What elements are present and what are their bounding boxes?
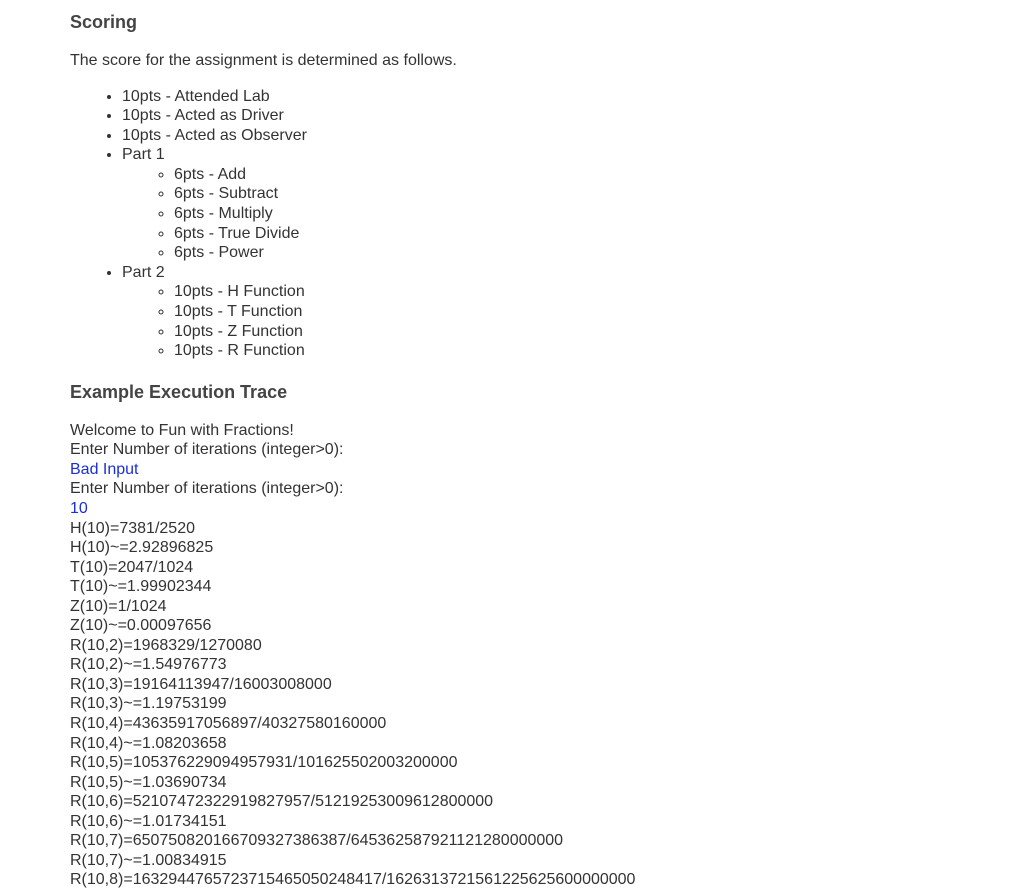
trace-output-line: R(10,6)~=1.01734151 xyxy=(70,812,227,830)
trace-output-line: R(10,8)=1632944765723715465050248417/1626313721561225625600000000 xyxy=(70,871,636,889)
score-item-label: 10pts - Acted as Observer xyxy=(122,126,307,144)
score-sub-item: ◦ 10pts - H Function xyxy=(174,282,1010,302)
score-sub-item: ◦ 10pts - T Function xyxy=(174,302,1010,322)
trace-output-line: Z(10)~=0.00097656 xyxy=(70,617,212,635)
trace-output-line: R(10,4)=43635917056897/40327580160000 xyxy=(70,715,387,733)
trace-output-line: R(10,4)~=1.08203658 xyxy=(70,734,227,752)
trace-input-line: Bad Input xyxy=(70,460,139,478)
trace-output-line: R(10,2)=1968329/1270080 xyxy=(70,636,262,654)
score-sub-item: ◦ 6pts - Subtract xyxy=(174,184,1010,204)
trace-output-line: Z(10)=1/1024 xyxy=(70,597,167,615)
score-item-label: Part 1 xyxy=(122,146,165,164)
document-page xyxy=(70,0,1010,890)
trace-output-line: R(10,7)=650750820166709327386387/645362587921121280000000 xyxy=(70,832,564,850)
execution-trace xyxy=(70,421,1010,890)
trace-output-line: H(10)=7381/2520 xyxy=(70,519,195,537)
trace-output-line: R(10,2)~=1.54976773 xyxy=(70,656,227,674)
trace-output-line: R(10,3)=19164113947/16003008000 xyxy=(70,675,332,693)
score-item xyxy=(122,145,1010,263)
trace-output-line: R(10,3)~=1.19753199 xyxy=(70,695,227,713)
trace-output-line: R(10,5)=105376229094957931/101625502003200000 xyxy=(70,754,458,772)
trace-output-line: Enter Number of iterations (integer>0): xyxy=(70,441,344,459)
trace-output-line: Enter Number of iterations (integer>0): xyxy=(70,480,344,498)
trace-output-line: T(10)~=1.99902344 xyxy=(70,578,212,596)
score-item xyxy=(122,106,1010,126)
trace-output-line: T(10)=2047/1024 xyxy=(70,558,194,576)
scoring-heading: Scoring xyxy=(70,12,138,32)
score-sub-list xyxy=(122,282,1010,360)
score-item-label: 10pts - Attended Lab xyxy=(122,87,270,105)
score-sub-list xyxy=(122,165,1010,263)
score-sub-item: ◦ 6pts - Multiply xyxy=(174,204,1010,224)
trace-output-line: R(10,6)=52107472322919827957/51219253009612800000 xyxy=(70,793,494,811)
score-sub-item: ◦ 10pts - R Function xyxy=(174,341,1010,361)
score-sub-item: ◦ 10pts - Z Function xyxy=(174,322,1010,342)
score-item-label: 10pts - Acted as Driver xyxy=(122,107,284,125)
trace-output-line: Welcome to Fun with Fractions! xyxy=(70,421,294,439)
trace-output-line: H(10)~=2.92896825 xyxy=(70,539,214,557)
score-item xyxy=(122,126,1010,146)
score-sub-item: ◦ 6pts - True Divide xyxy=(174,224,1010,244)
score-item xyxy=(122,263,1010,361)
score-sub-item: ◦ 6pts - Power xyxy=(174,243,1010,263)
trace-input-line: 10 xyxy=(70,500,88,517)
trace-output-line: R(10,7)~=1.00834915 xyxy=(70,851,227,869)
trace-heading: Example Execution Trace xyxy=(70,381,288,402)
score-sub-item: ◦ 6pts - Add xyxy=(174,165,1010,185)
score-item xyxy=(122,87,1010,107)
score-item-label: Part 2 xyxy=(122,263,165,281)
scoring-intro: The score for the assignment is determined as follows. xyxy=(70,52,457,69)
trace-output-line: R(10,5)~=1.03690734 xyxy=(70,773,227,791)
score-list xyxy=(70,87,1010,361)
